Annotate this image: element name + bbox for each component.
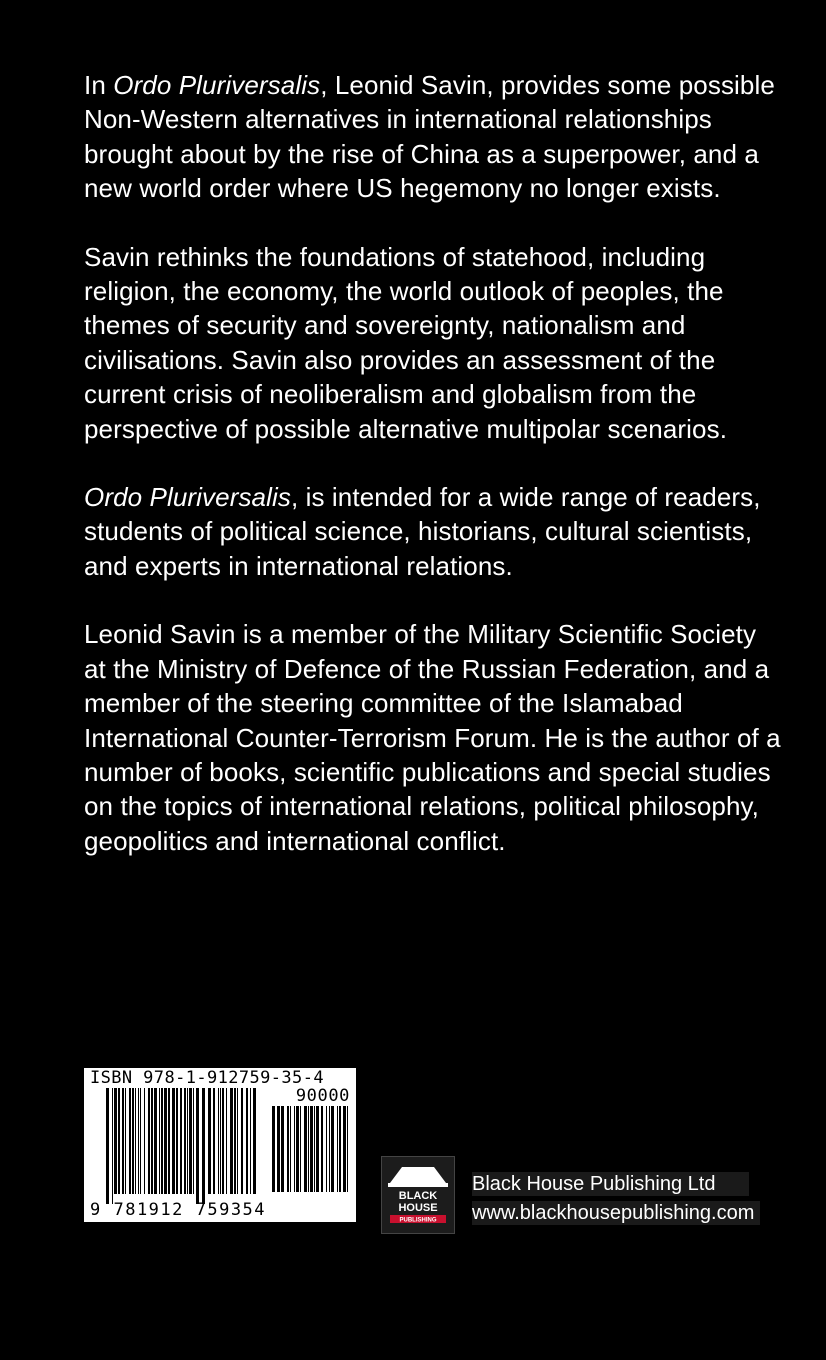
barcode-bar	[300, 1106, 301, 1192]
barcode-bar	[246, 1088, 248, 1194]
barcode-bar	[114, 1088, 117, 1194]
barcode-bar	[272, 1106, 275, 1192]
barcode-bar	[331, 1106, 334, 1192]
barcode-bar	[106, 1088, 109, 1204]
barcode-bar	[196, 1088, 199, 1204]
barcode-bar	[237, 1088, 238, 1194]
barcode-bar	[129, 1088, 131, 1194]
book-title-italic: Ordo Pluriversalis	[113, 70, 321, 100]
logo-text-publishing: PUBLISHING	[399, 1217, 437, 1224]
barcode-bar	[144, 1088, 145, 1194]
price-barcode-bars	[272, 1106, 350, 1202]
barcode-bar	[310, 1106, 313, 1192]
barcode-bar	[125, 1088, 126, 1194]
barcode-bar	[159, 1088, 160, 1194]
barcode-bar	[154, 1088, 157, 1194]
house-logo-icon	[382, 1157, 454, 1233]
ean-barcode-bars	[106, 1088, 256, 1204]
barcode-bar	[135, 1088, 136, 1194]
barcode-bar	[140, 1088, 141, 1194]
barcode-bar	[180, 1088, 182, 1194]
barcode-bar	[151, 1088, 153, 1194]
barcode-bar	[347, 1106, 348, 1192]
barcode-bar	[189, 1088, 192, 1194]
barcode-bar	[281, 1106, 284, 1192]
blurb-p1-text: , Leonid Savin, provides some possible Non-Western alternatives in international relationships brought about by the rise of China as a superpower, and a new world order where US hegemony no longer exists.	[84, 70, 775, 204]
ean-digits: 9 781912 759354	[90, 1200, 267, 1220]
barcode-bar	[294, 1106, 295, 1192]
barcode-bar	[138, 1088, 139, 1194]
isbn-text: ISBN 978-1-912759-35-4	[90, 1068, 324, 1088]
barcode-bar	[337, 1106, 338, 1192]
barcode-bar	[222, 1088, 224, 1194]
barcode-bar	[226, 1088, 227, 1194]
barcode-bar	[220, 1088, 221, 1194]
barcode-bar	[172, 1088, 175, 1194]
publisher-url[interactable]: www.blackhousepublishing.com	[472, 1201, 760, 1225]
barcode-bar	[343, 1106, 346, 1192]
barcode-bar	[132, 1088, 134, 1194]
barcode-bar	[193, 1088, 194, 1194]
barcode-bar	[234, 1088, 236, 1194]
barcode-bar	[339, 1106, 341, 1192]
blurb-paragraph-1	[84, 68, 784, 206]
barcode-bar	[168, 1088, 170, 1194]
barcode-bar	[308, 1106, 309, 1192]
isbn-barcode	[84, 1068, 356, 1222]
barcode-bar	[314, 1106, 315, 1192]
barcode-bar	[187, 1088, 188, 1194]
logo-text-house: HOUSE	[398, 1202, 438, 1214]
barcode-bar	[148, 1088, 150, 1194]
barcode-bar	[316, 1106, 319, 1192]
blurb-p1-intro: In	[84, 70, 114, 100]
blurb-paragraph-3	[84, 480, 784, 583]
barcode-bar	[329, 1106, 330, 1192]
barcode-bar	[161, 1088, 163, 1194]
book-title-italic: Ordo Pluriversalis	[84, 482, 291, 513]
barcode-bar	[213, 1088, 215, 1194]
barcode-bar	[250, 1088, 251, 1194]
barcode-bar	[253, 1088, 256, 1194]
price-code: 90000	[295, 1086, 350, 1106]
barcode-bar	[164, 1088, 167, 1194]
blurb-paragraph-2: Savin rethinks the foundations of statehood, including religion, the economy, the world outlook of peoples, the themes of security and sovereignty, nationalism and civilisations. Savin also provides an assessment of the current crisis of neoliberalism and globalism from the perspective of possible alternative multipolar scenarios.	[84, 241, 728, 444]
barcode-bar	[326, 1106, 327, 1192]
barcode-bar	[112, 1088, 113, 1204]
author-bio: Leonid Savin is a member of the Military Scientific Society at the Ministry of Defence of the Russian Federation, and a member of the steering committee of the Islamabad International Counter-Terrorism Forum. He is the author of a number of books, scientific publications and special studies on the topics of international relations, political philosophy, geopolitics and international conflict.	[84, 619, 781, 856]
barcode-bar	[277, 1106, 280, 1192]
barcode-bar	[208, 1088, 211, 1194]
blurb-p3-text: , is intended for a wide range of readers, students of political science, historians, cultural scientists, and experts in international relations.	[84, 482, 761, 581]
barcode-bar	[122, 1088, 124, 1194]
logo-text-black: BLACK	[398, 1190, 438, 1202]
publisher-logo	[381, 1156, 455, 1234]
barcode-bar	[304, 1106, 307, 1192]
barcode-bar	[321, 1106, 323, 1192]
publisher-name: Black House Publishing Ltd	[472, 1172, 749, 1196]
barcode-bar	[290, 1106, 291, 1192]
barcode-bar	[230, 1088, 233, 1194]
barcode-bar	[218, 1088, 219, 1194]
barcode-bar	[296, 1106, 299, 1192]
back-cover-blurb	[84, 68, 784, 892]
barcode-bar	[241, 1088, 243, 1194]
barcode-bar	[287, 1106, 289, 1192]
barcode-bar	[184, 1088, 186, 1194]
barcode-bar	[176, 1088, 178, 1194]
barcode-bar	[202, 1088, 205, 1204]
barcode-bar	[118, 1088, 120, 1194]
